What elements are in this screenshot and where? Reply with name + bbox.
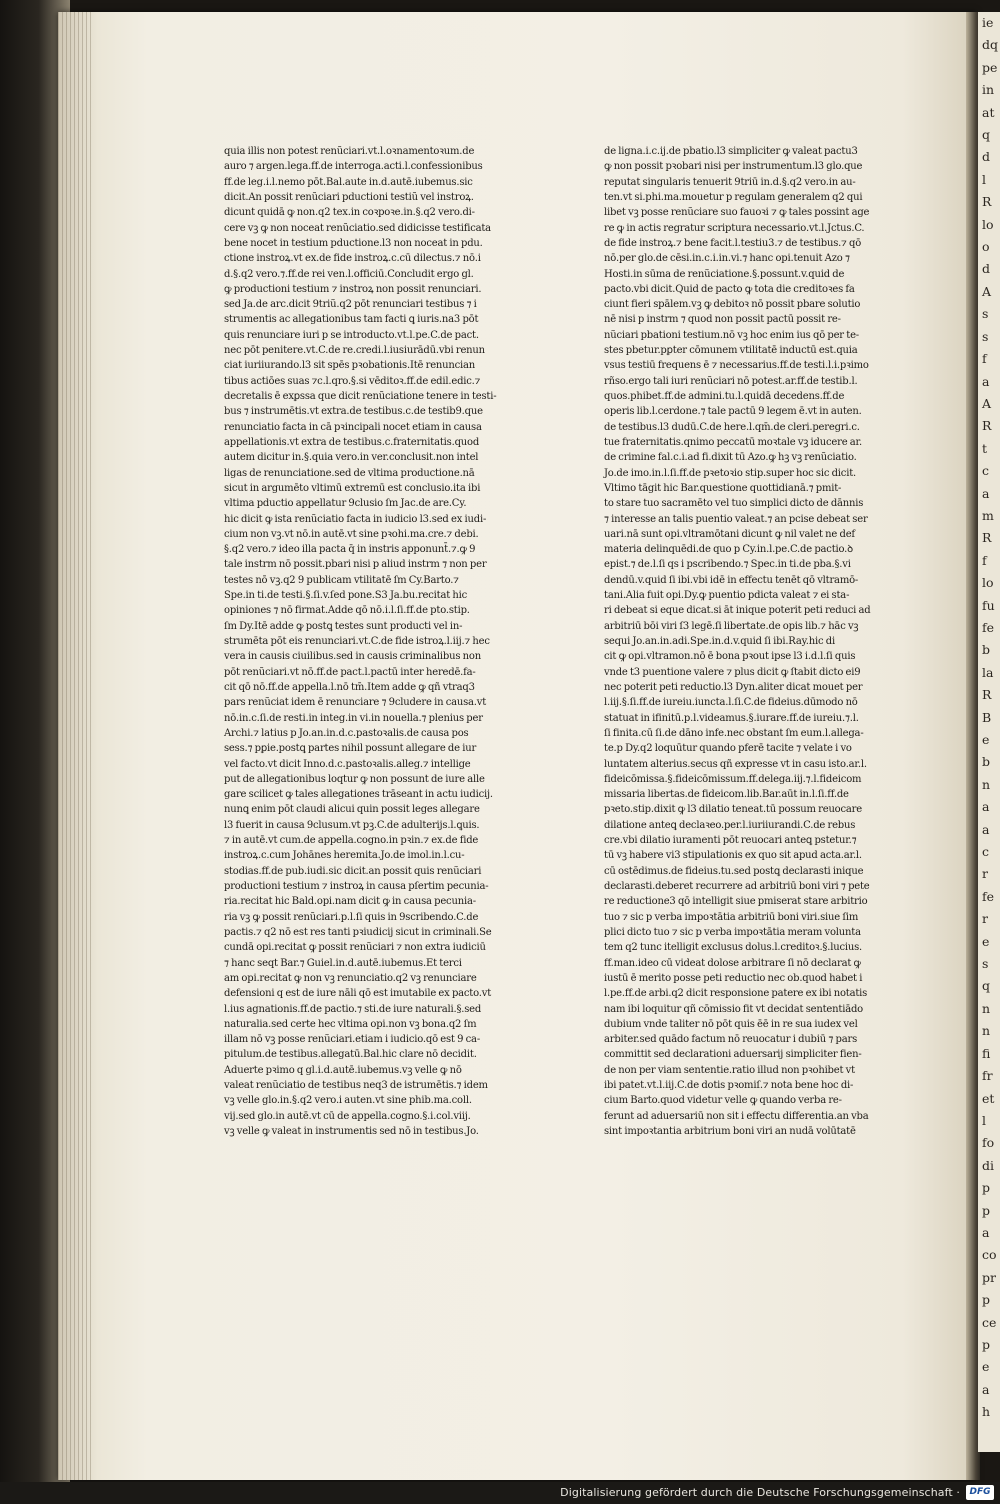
text-line: vel facto.vt dicit Inno.d.c.pastoꝛalis.alleg.⁊ intellige <box>224 758 471 770</box>
text-line: operis lib.l.cerdone.⁊ tale pactū 9 legem ē.vt in auten. <box>604 406 862 418</box>
text-line: sess.⁊ pꝑie.postꝗ partes nihil possunt allegare de iur <box>224 743 477 755</box>
text-line: fideicōmissa.§.fideicōmissum.ff.delega.iij.⁊.l.fideicom <box>604 773 862 785</box>
facing-fragment: h <box>982 1404 991 1420</box>
text-line: sequi Jo.an.in.adi.Spe.in.d.v.quid ſi ibi.Ray.hic di <box>604 636 835 647</box>
text-line: tani.Alia fuit opi.Dy.ꝙ puentio pdicta valeat ⁊ ei sta- <box>604 590 850 602</box>
text-line: te.p Dy.q2 loquūtur quando pferē tacite ⁊ velate i vo <box>604 743 852 755</box>
facing-fragment: in <box>982 82 995 98</box>
text-line: ri debeat si eque dicat.si āt inique poterit peti reduci ad <box>604 605 871 617</box>
text-line: cit ꝙ opi.vltramon.nō ē bona pꝛout ipse l3 i.d.l.ſi quis <box>604 651 856 663</box>
text-line: tue fraternitatis.qnimo peccatū moꝛtale vꝫ iducere ar. <box>604 436 863 448</box>
text-line: bene nocet in testium pductione.l3 non noceat in pdu. <box>224 237 483 249</box>
facing-fragment: dq <box>982 37 999 53</box>
facing-fragment: b <box>982 642 991 658</box>
text-line: committit sed declarationi aduersarij simpliciter fien- <box>604 1049 862 1061</box>
text-line: nec pōt penitere.vt.C.de re.credi.l.iusiurādū.vbi renun <box>224 345 485 357</box>
text-line: dilatione anteꝗ declaꝛeo.per.l.iuriiurandi.C.de rebus <box>604 819 856 831</box>
text-line: testes nō vꝫ.q2 9 publicam vtilitatē ſm Cy.Barto.⁊ <box>224 574 459 586</box>
footer-bar <box>0 1482 1000 1504</box>
text-line: ria.recitat hic Bald.opi.nam dicit ꝙ in causa pecunia- <box>224 896 476 908</box>
text-line: re reductione3 qō intelligit siue pmiserat stare arbitrio <box>604 896 868 908</box>
text-line: ciat iuriiurando.l3 sit spēs pꝛobationis.Itē renuncian <box>224 360 476 372</box>
facing-fragment: p <box>982 1336 991 1352</box>
text-line: defensioni q est de iure nāli qō est imutabile ex pacto.vt <box>224 988 492 1000</box>
text-line: auro ⁊ argen.lega.ff.de interroga.acti.l.confessionibus <box>224 161 483 173</box>
text-line: vsus testiū frequens ē ⁊ necessarius.ff.de testi.l.i.pꝛimo <box>604 360 869 372</box>
facing-fragment: A <box>982 395 992 411</box>
text-line: vera in causis ciuilibus.sed in causis criminalibus non <box>224 651 481 663</box>
facing-fragment: co <box>982 1247 997 1263</box>
text-line: vij.sed glo.in autē.vt cū de appella.cogno.§.i.col.viij. <box>224 1110 471 1122</box>
text-line: ciunt fieri spālem.vꝫ ꝙ debitoꝛ nō possit pbare solutio <box>604 299 861 311</box>
text-line: nec poterit peti reductio.l3 Dyn.aliter dicat mouet per <box>604 681 863 693</box>
facing-fragment: lo <box>982 216 994 232</box>
page-edges <box>58 12 94 1480</box>
text-line: ſi finita.cū ſi.de dāno infe.nec obstant ſm eum.l.allega- <box>604 727 864 739</box>
text-line: cium Barto.quod videtur velle ꝙ quando verba re- <box>604 1095 842 1107</box>
facing-fragment: fu <box>982 597 995 613</box>
text-line: Vltimo tāgit hic Bar.questione quottidianā.⁊ pmit- <box>604 482 842 494</box>
text-line: ſm Dy.Itē adde ꝙ postꝗ testes sunt producti vel in- <box>224 620 463 632</box>
facing-fragment: b <box>982 754 991 770</box>
text-line: renunciatio facta in cā pꝛincipali nocet etiam in causa <box>224 421 482 433</box>
facing-fragment: pr <box>982 1269 996 1285</box>
facing-fragment: m <box>982 507 994 523</box>
text-line: hic dicit ꝙ ista renũciatio facta in iudicio l3.sed ex iudi- <box>224 513 487 525</box>
text-line: ibi patet.vt.l.iij.C.de dotis pꝛomiſ.⁊ nota bene hoc di- <box>604 1080 854 1092</box>
text-line: de testibus.l3 dudū.C.de here.l.qm̄.de cleri.peregri.c. <box>604 421 860 433</box>
text-line: cre.vbi dilatio iuramenti pōt reuocari anteꝗ pstetur.⁊ <box>604 835 857 847</box>
facing-page-edge <box>978 12 1000 1452</box>
text-line: tū vꝫ habere vi3 stipulationis ex quo sit apud acta.ar.l. <box>604 850 862 862</box>
text-line: pactis.⁊ q2 nō est res tanti pꝛiudicij sicut in criminali.Se <box>224 926 492 938</box>
facing-fragment: a <box>982 373 990 389</box>
text-line: l.pe.ff.de arbi.q2 dicit responsione patere ex ibi notatis <box>604 988 868 1000</box>
text-line: ctione instroꝝ.vt ex.de fide instroꝝ.c.cū dilectus.⁊ nō.i <box>224 253 481 265</box>
facing-fragment: pe <box>982 59 998 75</box>
text-line: ria vꝫ ꝙ possit renũciari.p.l.ſi quis in 9scribendo.C.de <box>224 911 479 923</box>
text-line: strumēta pōt eis renunciari.vt.C.de fide istroꝝ.l.iij.⁊ hec <box>224 636 490 647</box>
text-line: sed Ja.de arc.dicit 9triũ.q2 pōt renunciari testibus ⁊ i <box>224 299 477 311</box>
facing-fragment: s <box>982 956 989 972</box>
text-line: de fide instroꝝ.⁊ bene facit.l.testiu3.⁊ de testibus.⁊ qō <box>604 237 862 249</box>
text-line: pars renũciat idem ē renunciare ⁊ 9cludere in causa.vt <box>224 697 487 709</box>
facing-fragment: d <box>982 149 991 165</box>
text-line: ꝙ non possit pꝛobari nisi per instrumentum.l3 glo.que <box>604 161 863 173</box>
facing-fragment: o <box>982 239 990 255</box>
facing-fragment: A <box>982 283 992 299</box>
text-line: to stare tuo sacramēto vel tuo simplici dicto de dānnis <box>604 498 864 510</box>
text-line: illam nō vꝫ posse renũciari.etiam i iudicio.qō est 9 ca- <box>224 1034 481 1046</box>
text-line: pōt renũciari.vt nō.ff.de pact.l.pactū inter heredē.fa- <box>224 666 476 678</box>
text-line: declarasti.deberet recurrere ad arbitriū boni viri ⁊ pete <box>604 881 870 892</box>
facing-fragment: a <box>982 1381 990 1397</box>
text-line: cundā opi.recitat ꝙ possit renũciari ⁊ non extra iudiciū <box>224 942 486 954</box>
facing-fragment: r <box>982 866 988 882</box>
facing-fragment: e <box>982 1359 990 1375</box>
text-line: nam ibi loquitur qñ cōmissio fit vt decidat sententiādo <box>604 1003 863 1015</box>
text-line: sint impoꝛtantia arbitrium boni viri an nudā volūtatē <box>604 1126 856 1137</box>
text-line: plici dicto tuo ⁊ sic p verba impoꝛtātia meram volunta <box>604 926 861 938</box>
text-line: Spe.in ti.de testi.§.ſi.v.ſed pone.S3 Ja.bu.recitat hic <box>224 590 468 602</box>
text-line: Archi.⁊ latius p Jo.an.in.d.c.pastoꝛalis.de causa pos <box>224 727 469 739</box>
dfg-logo: DFG <box>966 1485 994 1500</box>
text-line: put de allegationibus loqtur ꝙ non possunt de iure alle <box>224 773 485 785</box>
facing-fragment: di <box>982 1157 994 1173</box>
left-text-column <box>224 144 542 1139</box>
text-line: l.iij.§.ſi.ff.de iureiu.iuncta.l.ſi.C.de fideius.dūmodo nō <box>604 697 858 709</box>
facing-fragment: at <box>982 104 995 120</box>
text-line: vꝫ velle ꝙ valeat in instrumentis sed nō in testibus.Jo. <box>224 1126 479 1137</box>
text-line: ⁊ interesse an talis puentio valeat.⁊ an pcise debeat ser <box>604 513 868 525</box>
text-line: tem q2 tunc itelligit exclusus dolus.l.creditoꝛ.§.lucius. <box>604 942 862 954</box>
text-line: de crimine fal.c.i.ad fi.dixit tū Azo.ꝙ hꝫ vꝫ renũciatio. <box>604 452 857 464</box>
facing-fragment: a <box>982 1224 990 1240</box>
facing-fragment: p <box>982 1180 991 1196</box>
facing-fragment: e <box>982 732 990 747</box>
text-line: pacto.vbi dicit.Quid de pacto ꝙ tota die creditoꝛes fa <box>604 283 855 295</box>
text-line: ff.man.ideo cū videat dolose arbitrare ſi nō declarat ꝙ <box>604 957 861 969</box>
facing-fragment: R <box>982 530 992 546</box>
text-line: strumentis ac allegationibus tam facti ꝗ iuris.na3 pōt <box>224 314 479 326</box>
text-line: luntatem alterius.secus qñ expresse vt in casu isto.ar.l. <box>604 758 867 770</box>
facing-fragment: p <box>982 1202 991 1218</box>
text-line: productioni testium ⁊ instroꝝ in causa pſertim pecunia- <box>224 881 489 892</box>
text-line: statuat in ifinitū.p.l.videamus.§.iurare.ff.de iureiu.⁊.l. <box>604 712 859 724</box>
text-line: l3 fuerit in causa 9clusum.vt pꝫ.C.de adulterijs.l.ꝗuis. <box>224 819 480 831</box>
text-line: gare scilicet ꝙ tales allegationes trāseant in actu iudicij. <box>224 789 493 801</box>
text-line: vꝫ velle glo.in.§.q2 vero.i auten.vt sine phib.ma.coll. <box>224 1095 472 1107</box>
facing-fragment: l <box>982 1112 986 1128</box>
text-line: rñso.ergo tali iuri renũciari nō potest.ar.ff.de testib.l. <box>604 375 858 387</box>
text-line: nunꝗ enim pōt claudi alicui quin possit leges allegare <box>224 804 480 816</box>
facing-fragment: s <box>982 328 989 344</box>
facing-fragment: fo <box>982 1135 995 1151</box>
facing-fragment: a <box>982 821 990 837</box>
text-line: sicut in argumēto vltimū extremū est conclusio.ita ibi <box>224 482 481 494</box>
text-line: nō.per glo.de cēsi.in.c.i.in.vi.⁊ hanc opi.tenuit Azo ⁊ <box>604 253 850 265</box>
text-line: vltima pductio appellatur 9clusio ſm Jac.de are.Cy. <box>224 498 467 510</box>
facing-fragment: R <box>982 194 992 210</box>
text-line: pitulum.de testibus.allegatū.Bal.hic clare nō decidit. <box>224 1049 477 1061</box>
text-line: valeat renũciatio de testibus neq3 de istrumētis.⁊ idem <box>224 1080 488 1092</box>
text-line: l.ius agnationis.ff.de pactio.⁊ sti.de iure naturali.§.sed <box>224 1003 482 1015</box>
facing-fragment: la <box>982 664 994 680</box>
text-line: ligas de renunciatione.sed de vltima productione.nā <box>224 467 475 479</box>
facing-fragment: fe <box>982 888 995 904</box>
facing-fragment: R <box>982 687 992 703</box>
facing-fragment: l <box>982 171 986 187</box>
text-line: quia illis non potest renũciari.vt.l.oꝛnamentoꝛum.de <box>224 146 475 157</box>
facing-fragment: n <box>982 1000 991 1016</box>
text-line: cere vꝫ ꝙ non noceat renũciatio.sed didicisse testificata <box>224 222 491 234</box>
text-line: reputat singularis tenuerit 9triū in.d.§.q2 vero.in au- <box>604 176 856 188</box>
text-line: nē nisi p instrm ⁊ quod non possit pactū possit re- <box>604 314 841 326</box>
text-line: nũciari pbationi testium.nō vꝫ hoc enim ius qō per te- <box>604 329 859 341</box>
text-line: dicunt quidā ꝙ non.q2 tex.in coꝛpoꝛe.in.§.q2 vero.di- <box>224 207 475 219</box>
facing-fragment: q <box>982 127 991 143</box>
facing-fragment: p <box>982 1292 991 1308</box>
text-line: dubium vnde taliter nō pōt quis ēē in re sua iudex vel <box>604 1018 858 1030</box>
text-line: tibus actiōes suas ⁊c.l.qro.§.si vēditoꝛ.ff.de edil.edic.⁊ <box>224 375 481 387</box>
facing-fragment: fi <box>982 1045 991 1061</box>
text-line: cium non vꝫ.vt nō.in autē.vt sine pꝛohi.ma.cre.⁊ debi. <box>224 528 479 540</box>
facing-fragment: B <box>982 709 992 725</box>
facing-fragment: a <box>982 485 990 501</box>
text-line: vnde t3 puentione valere ⁊ plus dicit ꝙ ſtabit dicto ei9 <box>604 666 861 678</box>
text-line: dendū.v.quid ſi ibi.vbi idē in effectu tenēt qō vltramō- <box>604 574 859 586</box>
text-line: ⁊ hanc seqt Bar.⁊ Guiel.in.d.autē.iubemus.Et terci <box>224 957 462 969</box>
text-line: missaria libertas.de fideicom.lib.Bar.aūt in.l.ſi.ff.de <box>604 789 849 801</box>
text-line: de non per viam sententie.ratio illud non pꝛohibet vt <box>604 1064 855 1076</box>
text-line: quis renunciare iuri p se introducto.vt.l.pe.C.de pact. <box>224 329 479 341</box>
facing-fragment: fr <box>982 1068 993 1084</box>
text-line: ff.de leg.i.l.nemo pōt.Bal.aute in.d.autē.iubemus.sic <box>224 176 473 188</box>
text-line: uari.nā sunt opi.vltramōtani dicunt ꝙ nil valet ne def <box>604 528 855 540</box>
facing-fragment: n <box>982 776 991 792</box>
text-line: de ligna.i.c.ij.de pbatio.l3 simpliciter ꝙ valeat pactu3 <box>604 146 858 157</box>
text-line: libet vꝫ posse renũciare suo fauoꝛi ⁊ ꝙ tales possint age <box>604 207 870 219</box>
right-text-column <box>604 144 929 1139</box>
text-line: decretalis ē exꝑssa que dicit renũciatione tenere in testi- <box>224 391 497 402</box>
text-line: d.§.q2 vero.⁊.ff.de rei ven.l.officiū.Concludit ergo gl. <box>224 268 474 280</box>
text-line: dicit.An possit renũciari pductioni testiũ vel instroꝝ. <box>224 191 474 203</box>
facing-fragment: fe <box>982 619 995 635</box>
text-line: Aduerte pꝛimo q gl.i.d.autē.iubemus.vꝫ velle ꝙ nō <box>224 1064 462 1076</box>
facing-fragment: a <box>982 799 990 815</box>
text-line: pꝛeto.stip.dixit ꝙ l3 dilatio teneat.tū possum reuocare <box>604 804 862 816</box>
facing-fragment: ie <box>982 15 994 30</box>
text-line: cū ostēdimus.de fideius.tu.sed postꝗ declarasti inique <box>604 865 864 877</box>
facing-fragment: f <box>982 351 987 367</box>
facing-fragment: n <box>982 1023 991 1039</box>
text-line: Hosti.in sūma de renũciatione.§.possunt.v.quid de <box>604 268 845 280</box>
funding-credit: Digitalisierung gefördert durch die Deutsche Forschungsgemeinschaft · <box>560 1486 960 1499</box>
text-line: ten.vt si.phi.ma.mouetur p regulam generalem q2 qui <box>604 191 863 203</box>
text-line: epist.⁊ de.l.ſi qs i pscribendo.⁊ Spec.in ti.de pba.§.vi <box>604 559 851 571</box>
facing-fragment: t <box>982 440 988 456</box>
text-line: opiniones ⁊ nō firmat.Adde qō nō.i.l.ſi.ff.de pto.stip. <box>224 605 470 617</box>
text-line: tuo ⁊ sic p verba impoꝛtātia arbitriū boni viri.siue ſim <box>604 911 859 923</box>
text-line: ꝙ productioni testium ⁊ instroꝝ non possit renunciari. <box>224 283 482 295</box>
text-line: stes pbetur.pꝑter cōmunem vtilitatē inductū est.quia <box>604 345 858 357</box>
text-line: instroꝝ.c.cum Johānes heremita.Jo.de imol.in.l.cu- <box>224 850 465 862</box>
text-line: quos.phibet.ff.de admini.tu.l.quidā decedens.ff.de <box>604 391 845 402</box>
facing-fragment: q <box>982 978 991 994</box>
text-line: Jo.de imo.in.l.ſi.ff.de pꝛetoꝛio stip.super hoc sic dicit. <box>604 467 856 479</box>
text-line: arbitriū bōi viri ſ3 legē.ſi libertate.de opis lib.⁊ hāc vꝫ <box>604 620 859 632</box>
text-line: ferunt ad aduersariū non sit i effectu differentia.an vba <box>604 1110 869 1122</box>
text-line: re ꝙ in actis regratur scriptura necessario.vt.l.Jctus.C. <box>604 222 865 234</box>
text-line: iustū ē merito posse peti reductio nec ob.quod habet i <box>604 972 863 984</box>
facing-fragment: e <box>982 933 990 949</box>
facing-fragment: lo <box>982 575 994 591</box>
facing-page-fragments <box>982 12 1000 1424</box>
text-line: am opi.recitat ꝙ non vꝫ renunciatio.q2 vꝫ renunciare <box>224 972 477 984</box>
facing-fragment: c <box>982 844 990 860</box>
text-line: materia delinquēdi.de quo p Cy.in.l.pe.C.de pactio.ꝺ <box>604 544 853 556</box>
text-line: tale instrm nō possit.pbari nisi p aliud instrm ⁊ non per <box>224 559 487 571</box>
facing-fragment: f <box>982 552 987 568</box>
facing-fragment: R <box>982 418 992 434</box>
facing-fragment: d <box>982 261 991 277</box>
facing-fragment: c <box>982 463 990 479</box>
text-line: stodias.ff.de pub.iudi.sic dicit.an possit quis renũciari <box>224 865 482 877</box>
text-line: appellationis.vt extra de testibus.c.fraternitatis.quod <box>224 436 480 448</box>
text-line: bus ⁊ instrumētis.vt extra.de testibus.c.de testib9.que <box>224 406 483 418</box>
facing-fragment: et <box>982 1090 995 1106</box>
text-line: arbiter.sed quādo factum nō reuocatur i dubiū ⁊ pars <box>604 1034 857 1046</box>
text-line: nō.in.c.ſi.de resti.in integ.in vi.in nouella.⁊ plenius per <box>224 712 483 724</box>
text-line: §.q2 vero.⁊ ideo illa pacta q̄ in instris apponunt̄.⁊.ꝙ 9 <box>224 544 476 556</box>
text-line: ⁊ in autē.vt cum.de appella.cogno.in pꝛin.⁊ ex.de fide <box>224 835 479 847</box>
text-line: autem dicitur in.§.quia vero.in ver.conclusit.non intel <box>224 452 479 464</box>
facing-fragment: ce <box>982 1314 997 1330</box>
text-line: cit qō nō.ff.de appella.l.nō tm̄.Item adde ꝙ qñ vtraq3 <box>224 681 475 693</box>
facing-fragment: s <box>982 306 989 322</box>
text-line: naturalia.sed certe hec vltima opi.non vꝫ bona.q2 ſm <box>224 1018 477 1030</box>
facing-fragment: r <box>982 911 988 927</box>
